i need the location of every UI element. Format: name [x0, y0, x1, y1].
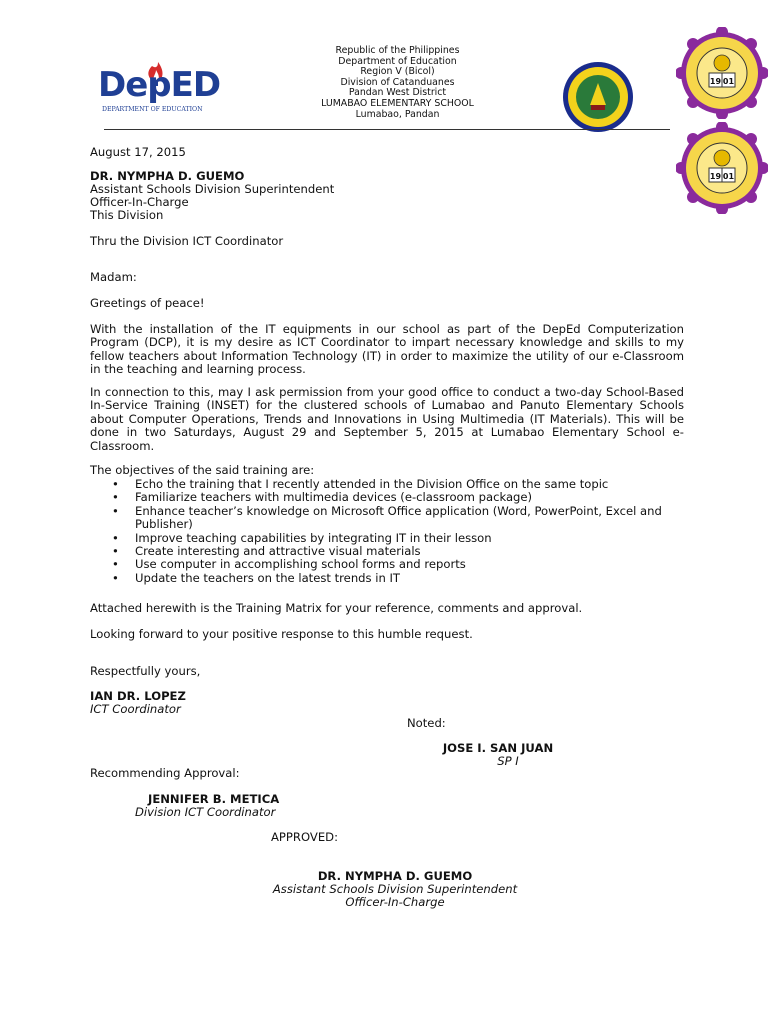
- letter-date: August 17, 2015: [90, 145, 186, 159]
- letterhead-line: Republic of the Philippines: [335, 45, 460, 56]
- noted-title: SP I: [497, 754, 519, 768]
- salutation: Madam:: [90, 270, 137, 284]
- header-divider: [104, 129, 670, 130]
- central-seal-bottom: [676, 122, 768, 214]
- approved-role: Officer-In-Charge: [345, 895, 445, 909]
- central-seal-top: [676, 27, 768, 119]
- body-paragraph-2: In connection to this, may I ask permission from your good office to conduct a two-day School-Based In-Service Training (INSET) for the clustered schools of Lumabao and Panuto Elementary Schools about Computer Operations, Trends and Innovations in Using Multimedia (IT Materials). This will be done in two Saturdays, August 29 and September 5, 2015 at Lumabao Elementary School e-Classroom.: [90, 385, 684, 453]
- letterhead-line: LUMABAO ELEMENTARY SCHOOL: [321, 97, 474, 109]
- deped-subtitle: DEPARTMENT OF EDUCATION: [102, 106, 203, 113]
- list-item: • Improve teaching capabilities by integrating IT in their lesson: [90, 532, 686, 545]
- seal-year-right: 01: [722, 77, 735, 86]
- letterhead-line: Division of Catanduanes: [340, 76, 455, 88]
- seal-year-left: 19: [709, 77, 722, 86]
- thru-line: Thru the Division ICT Coordinator: [90, 234, 284, 248]
- body-paragraph-1: With the installation of the IT equipments in our school as part of the DepEd Computerization Program (DCP), it is my desire as ICT Coordinator to impart necessary knowledge and skills to my fellow teachers about Information Technology (IT) in order to maximize the utility of our e-Classroom in the teaching and learning process.: [90, 322, 684, 377]
- recipient-title: Assistant Schools Division Superintendent: [90, 182, 335, 196]
- sender-title: ICT Coordinator: [90, 702, 181, 716]
- letterhead-line: Pandan West District: [348, 87, 447, 99]
- seal-year-right: 01: [722, 172, 735, 181]
- recommending-title: Division ICT Coordinator: [135, 805, 276, 819]
- list-item: • Echo the training that I recently attended in the Division Office on the same topic: [90, 478, 686, 491]
- letterhead-line: Region V (Bicol): [360, 66, 435, 78]
- attached-line: Attached herewith is the Training Matrix for your reference, comments and approval.: [90, 601, 583, 615]
- school-seal: [562, 61, 634, 133]
- list-item: • Enhance teacher’s knowledge on Microsoft Office application (Word, PowerPoint, Excel and Publisher): [90, 505, 686, 532]
- complimentary-close: Respectfully yours,: [90, 664, 201, 678]
- recipient-name: DR. NYMPHA D. GUEMO: [90, 169, 245, 183]
- approved-label: APPROVED:: [271, 830, 338, 844]
- recipient-role: Officer-In-Charge: [90, 195, 189, 209]
- list-item: • Use computer in accomplishing school forms and reports: [90, 558, 686, 571]
- list-item: • Familiarize teachers with multimedia devices (e-classroom package): [90, 491, 686, 504]
- closing-request: Looking forward to your positive response to this humble request.: [90, 627, 473, 641]
- deped-logo: [98, 60, 222, 118]
- list-item: • Create interesting and attractive visual materials: [90, 545, 686, 558]
- recipient-office: This Division: [90, 208, 164, 222]
- approved-name: DR. NYMPHA D. GUEMO: [317, 869, 473, 883]
- list-item: • Update the teachers on the latest trends in IT: [90, 572, 686, 585]
- sender-name: IAN DR. LOPEZ: [90, 689, 186, 703]
- noted-label: Noted:: [407, 716, 446, 730]
- approved-title: Assistant Schools Division Superintendent: [272, 882, 518, 896]
- recommending-label: Recommending Approval:: [90, 766, 240, 780]
- objectives-intro: The objectives of the said training are:: [90, 463, 315, 477]
- recommending-name: JENNIFER B. METICA: [148, 792, 280, 806]
- letterhead-line: Lumabao, Pandan: [355, 108, 440, 120]
- letterhead-line: Department of Education: [338, 55, 457, 67]
- objectives-list: [90, 478, 686, 585]
- deped-wordmark: DepED: [98, 65, 221, 105]
- noted-name: JOSE I. SAN JUAN: [442, 741, 554, 755]
- letterhead: [290, 46, 505, 120]
- greeting: Greetings of peace!: [90, 296, 205, 310]
- seal-year-left: 19: [709, 172, 722, 181]
